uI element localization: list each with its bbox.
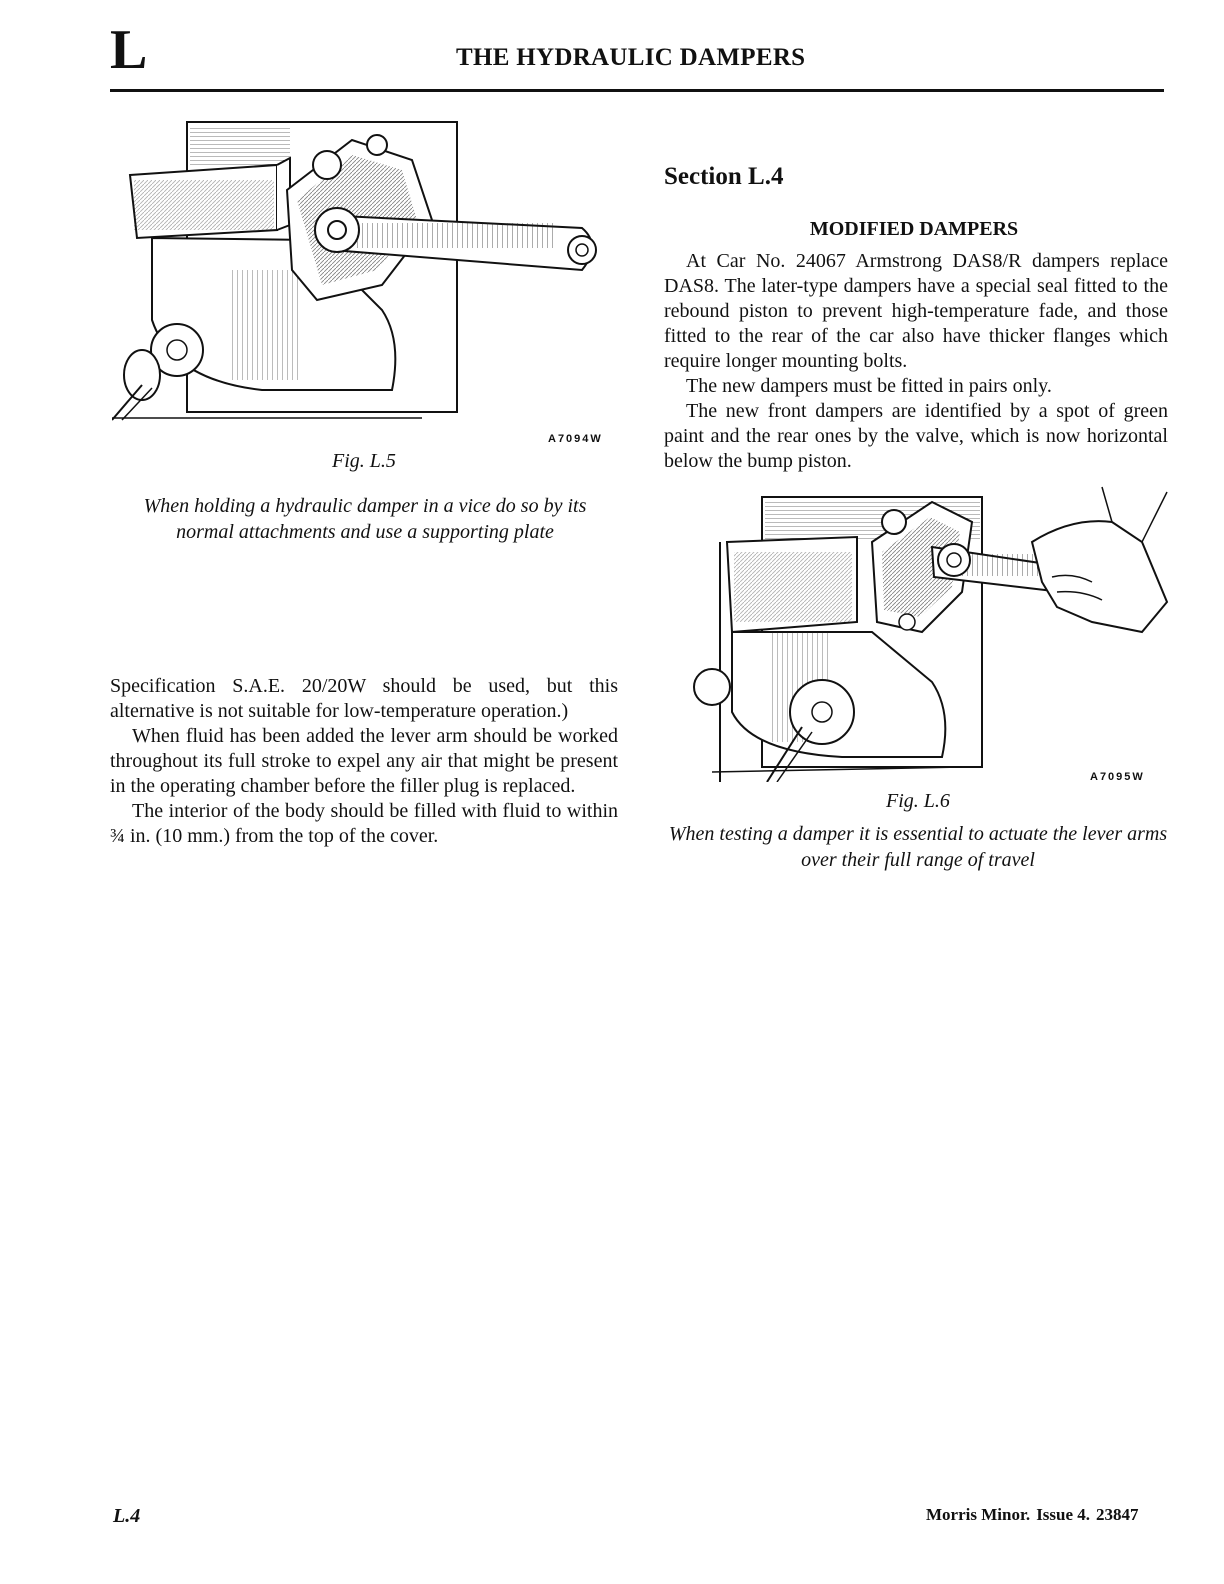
figure-l5-ref-code: A7094W xyxy=(548,433,603,445)
header-rule xyxy=(110,89,1164,92)
paragraph: The interior of the body should be filled with fluid to within ¾ in. (10 mm.) from the top of the cover. xyxy=(110,800,618,847)
section-text xyxy=(664,249,1168,474)
figure-l5-label: Fig. L.5 xyxy=(332,450,396,472)
paragraph: At Car No. 24067 Armstrong DAS8/R dampers replace DAS8. The later-type dampers have a special seal fitted to the rebound piston to prevent high-temperature fade, and those fitted to the rear of the car also have thicker flanges which require longer mounting bolts. xyxy=(664,250,1168,372)
paragraph: The new front dampers are identified by a spot of green paint and the rear ones by the valve, which is now horizontal below the bump piston. xyxy=(664,400,1168,472)
left-column-text xyxy=(110,674,618,849)
footer-issue: Issue 4. xyxy=(1036,1505,1091,1524)
footer-page-number: L.4 xyxy=(113,1505,141,1527)
page-title: THE HYDRAULIC DAMPERS xyxy=(456,44,806,71)
paragraph: When fluid has been added the lever arm should be worked throughout its full stroke to expel any air that might be present in the operating chamber before the filler plug is replaced. xyxy=(110,725,618,797)
figure-l6-ref-code: A7095W xyxy=(1090,771,1145,783)
figure-l5-illustration xyxy=(112,120,612,425)
footer-publication-ref xyxy=(926,1505,1139,1525)
section-subheading: MODIFIED DAMPERS xyxy=(809,218,1019,240)
paragraph: The new dampers must be fitted in pairs only. xyxy=(686,375,1052,397)
figure-l6-label: Fig. L.6 xyxy=(886,790,950,812)
paragraph: Specification S.A.E. 20/20W should be used, but this alternative is not suitable for low-temperature operation.) xyxy=(110,675,618,722)
section-letter: L xyxy=(110,19,148,81)
figure-l6-caption: When testing a damper it is essential to actuate the lever arms over their full range of travel xyxy=(668,823,1168,871)
section-heading: Section L.4 xyxy=(664,163,784,190)
figure-l5-caption: When holding a hydraulic damper in a vice do so by its normal attachments and use a supporting plate xyxy=(143,495,587,543)
figure-l6-illustration xyxy=(672,482,1170,782)
footer-publication: Morris Minor. xyxy=(926,1505,1031,1524)
footer-code: 23847 xyxy=(1096,1505,1139,1524)
